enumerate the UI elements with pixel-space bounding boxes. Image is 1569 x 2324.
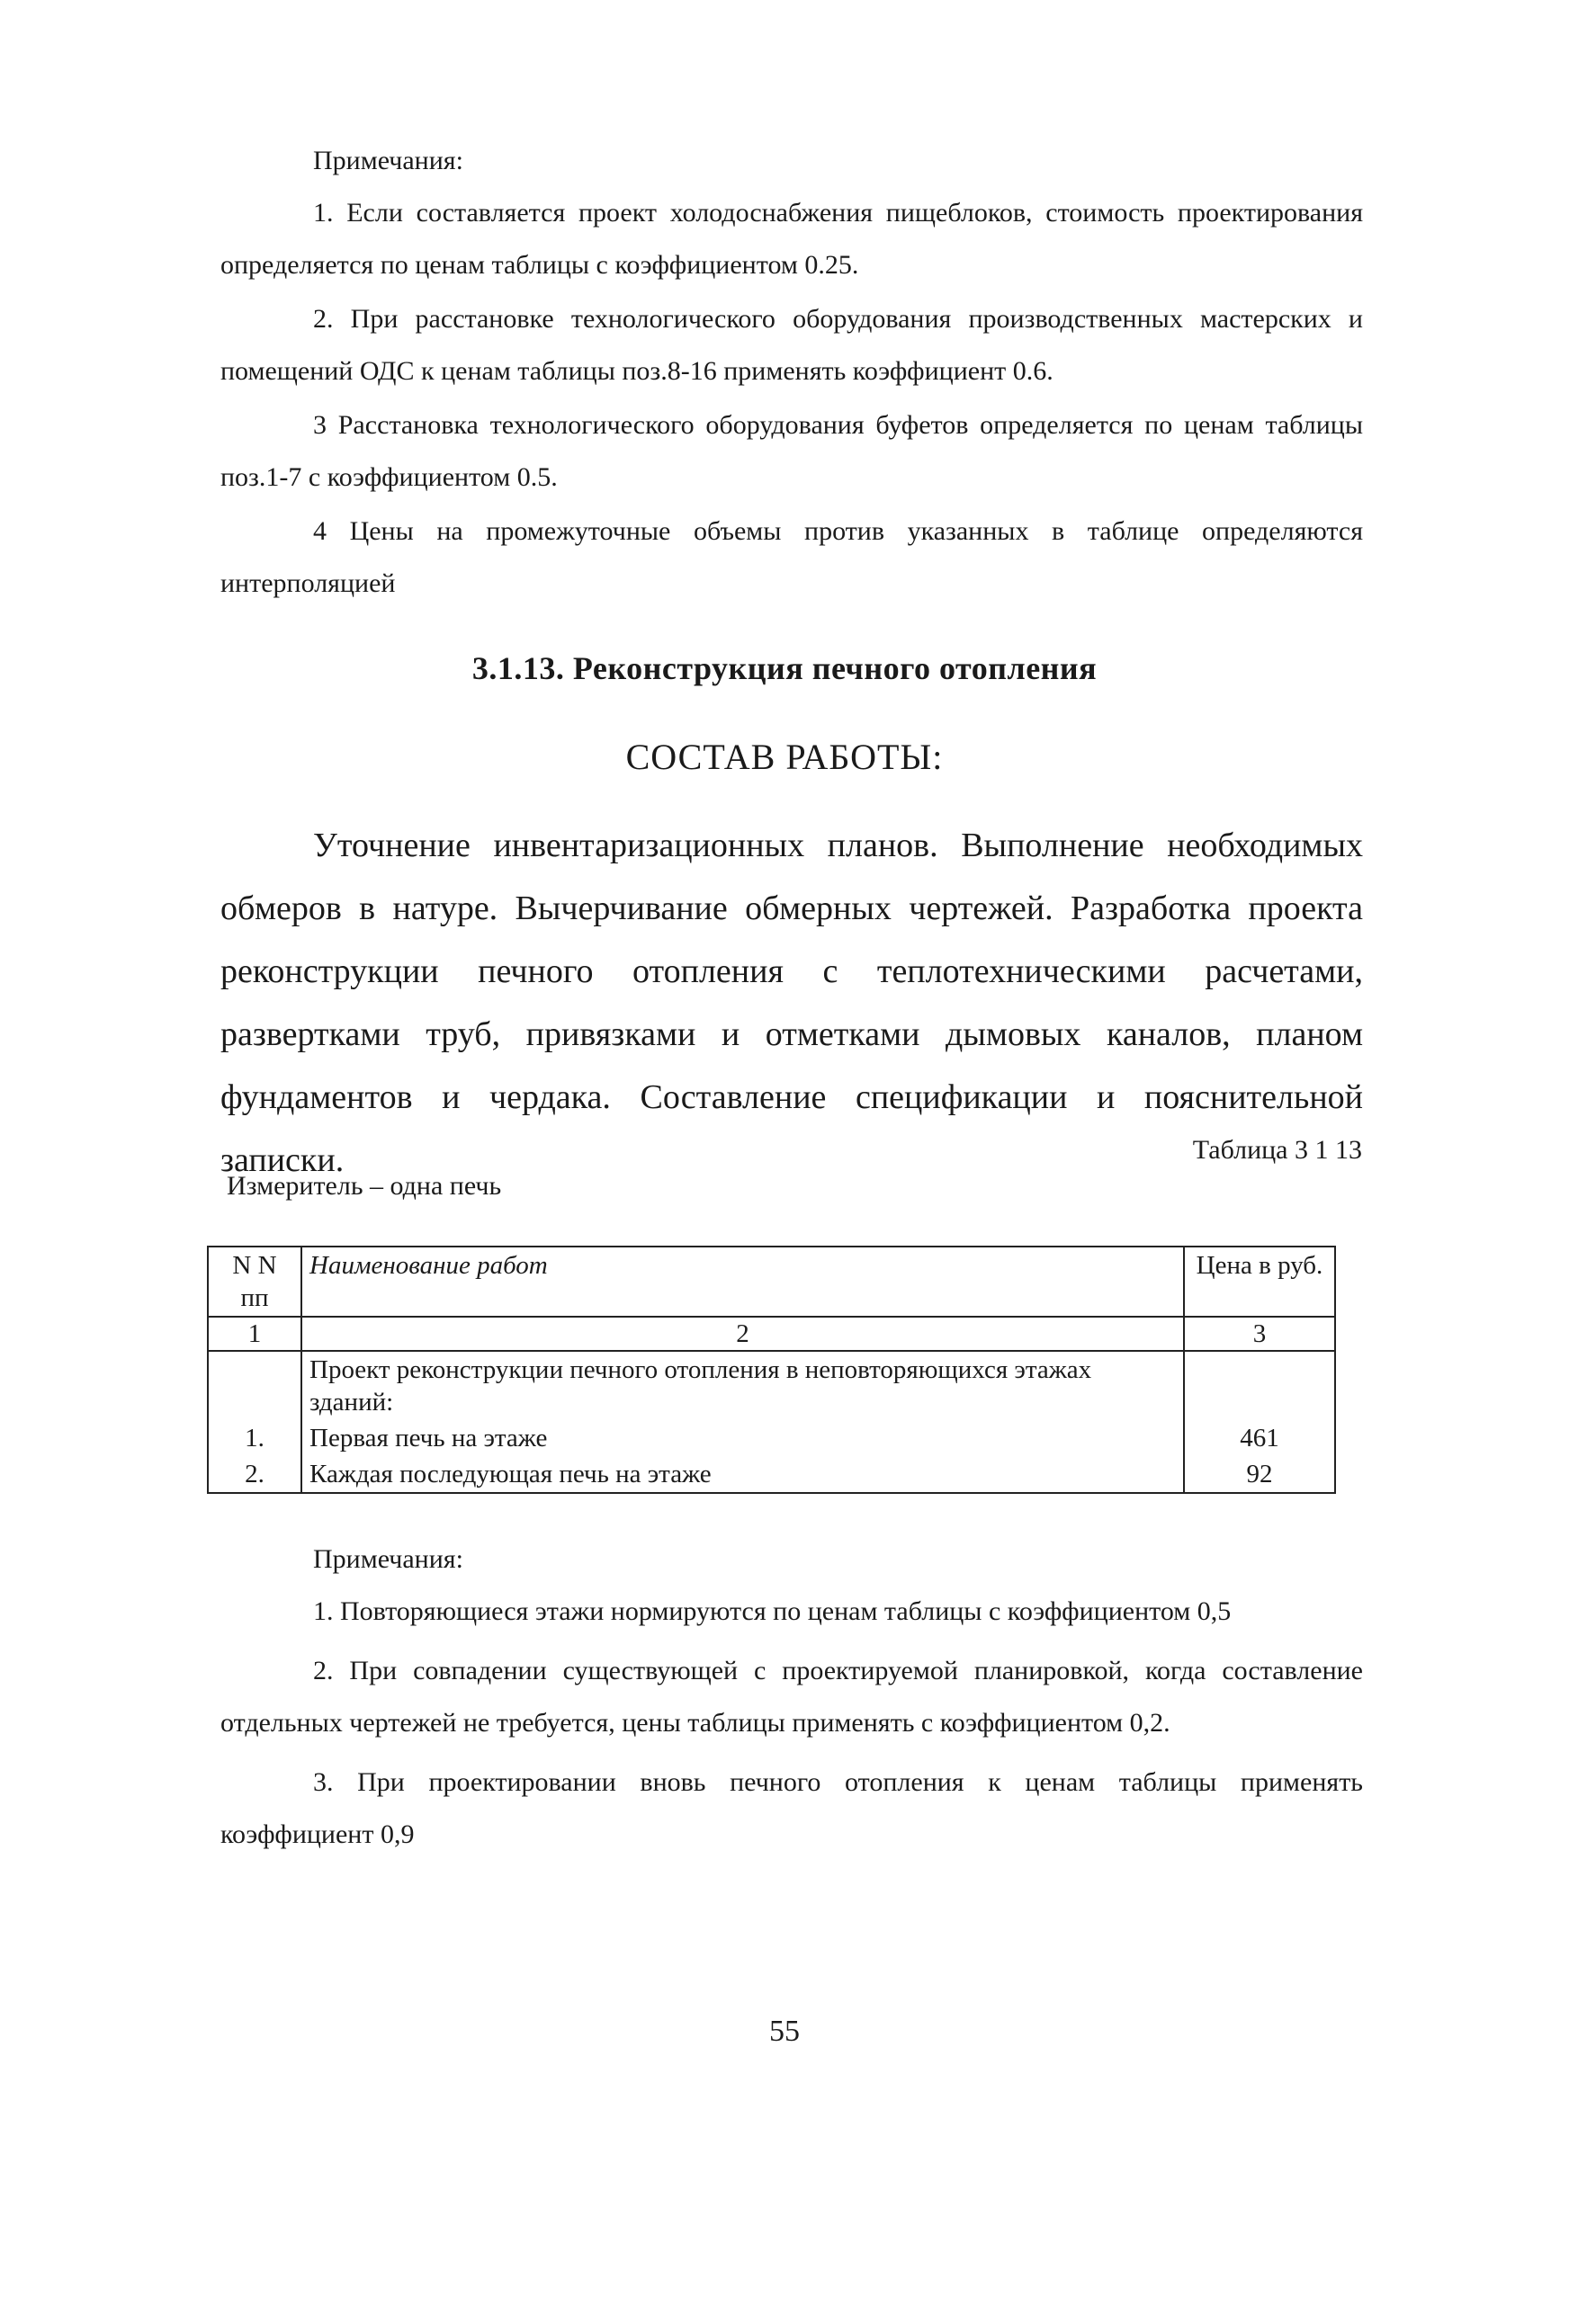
table-caption: Таблица 3 1 13 — [1192, 1135, 1362, 1165]
header-name: Наименование работ — [301, 1247, 1184, 1317]
bottom-notes — [220, 1533, 1363, 1868]
header-num: N N пп — [208, 1247, 301, 1317]
table-header-row — [208, 1247, 1335, 1317]
bottom-note-2: 2. При совпадении существующей с проектируемой планировкой, когда составление отдельных чертежей не требуется, цены таблицы применять с коэффициентом 0,2. — [220, 1656, 1363, 1738]
price-table — [207, 1246, 1336, 1494]
top-note-4: 4 Цены на промежуточные объемы против указанных в таблице определяются интерполяцией — [220, 516, 1363, 598]
top-notes — [220, 135, 1363, 612]
table-measure: Измеритель – одна печь — [227, 1171, 502, 1201]
col-number-3: 3 — [1184, 1317, 1335, 1351]
bottom-note-1: 1. Повторяющиеся этажи нормируются по ценам таблицы с коэффициентом 0,5 — [313, 1596, 1232, 1626]
top-note-1: 1. Если составляется проект холодоснабжения пищеблоков, стоимость проектирования определяется по ценам таблицы с коэффициентом 0.25. — [220, 198, 1363, 280]
table-row — [208, 1456, 1335, 1493]
page-number: 55 — [769, 2015, 800, 2048]
row-price: 92 — [1184, 1456, 1335, 1493]
top-notes-heading: Примечания: — [313, 146, 463, 175]
composition-title: СОСТАВ РАБОТЫ: — [625, 737, 944, 777]
top-note-3: 3 Расстановка технологического оборудования буфетов определяется по ценам таблицы поз.1-7 с коэффициентом 0.5. — [220, 410, 1363, 492]
header-price: Цена в руб. — [1184, 1247, 1335, 1317]
column-number-row — [208, 1317, 1335, 1351]
row-name: Первая печь на этаже — [301, 1420, 1184, 1456]
col-number-1: 1 — [208, 1317, 301, 1351]
section-title: 3.1.13. Реконструкция печного отопления — [471, 650, 1098, 686]
price-table-wrapper — [207, 1246, 1336, 1494]
bottom-note-3: 3. При проектировании вновь печного отопления к ценам таблицы применять коэффициент 0,9 — [220, 1767, 1363, 1849]
top-note-2: 2. При расстановке технологического оборудования производственных мастерских и помещений ОДС к ценам таблицы поз.8-16 применять коэффициент 0.6. — [220, 304, 1363, 386]
group-title: Проект реконструкции печного отопления в неповторяющихся этажах зданий: — [301, 1351, 1184, 1420]
row-name: Каждая последующая печь на этаже — [301, 1456, 1184, 1493]
table-row — [208, 1420, 1335, 1456]
row-price: 461 — [1184, 1420, 1335, 1456]
row-num: 1. — [208, 1420, 301, 1456]
table-group-row — [208, 1351, 1335, 1420]
col-number-2: 2 — [301, 1317, 1184, 1351]
composition-text: Уточнение инвентаризационных планов. Выполнение необходимых обмеров в натуре. Вычерчивание обмерных чертежей. Разработка проекта реконструкции печного отопления с теплотехническими расчетами, развертками труб, привязками и отметками дымовых каналов, планом фундаментов и чердака. Составление спецификации и пояснительной записки. — [220, 827, 1363, 1179]
row-num: 2. — [208, 1456, 301, 1493]
bottom-notes-heading: Примечания: — [313, 1544, 463, 1574]
